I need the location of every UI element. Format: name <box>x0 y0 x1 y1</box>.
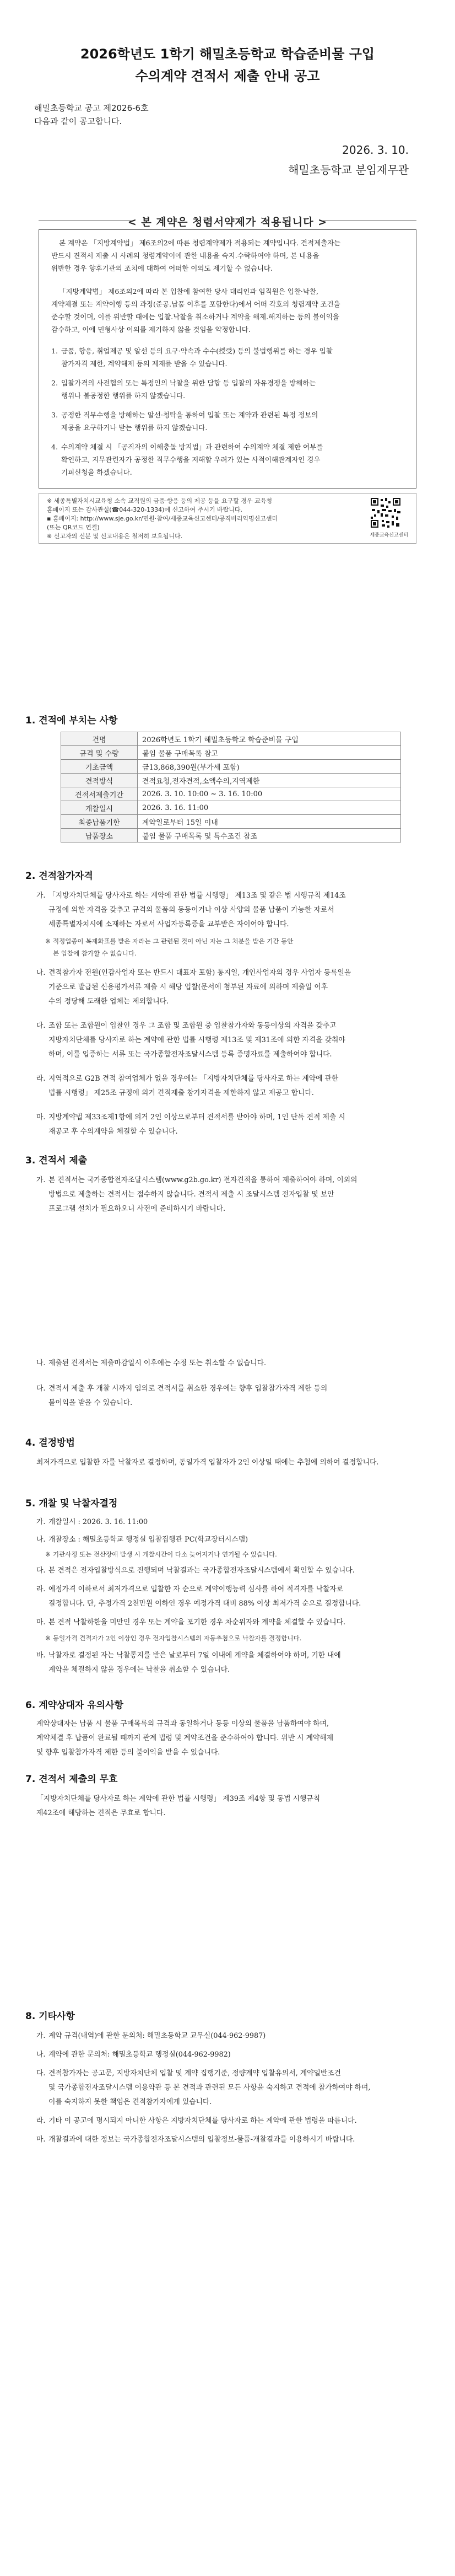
s2-item-ga <box>36 889 346 932</box>
s3-da-l1: 견적서 제출 후 개찰 시까지 임의로 견적서를 취소한 경우에는 향후 입찰참가자격 제한 등의 <box>48 1384 328 1393</box>
ethics-item-2-l2: 행위나 불공정한 행위를 하지 않겠습니다. <box>61 391 186 400</box>
s4-l1: 최저가격으로 입찰한 자를 낙찰자로 결정하며, 동일가격 입찰자가 2인 이상일 때에는 추첨에 의하여 결정합니다. <box>36 1458 379 1467</box>
s8-item-ma <box>36 2133 355 2147</box>
section-3-title: 3. 견적서 제출 <box>25 1155 88 1166</box>
s8-item-da <box>36 2067 371 2110</box>
section-1-title: 1. 견적에 부치는 사항 <box>25 715 118 726</box>
s5-marker-ra: 라. <box>36 1585 46 1593</box>
ethics-title: < 본 계약은 청렴서약제가 적용됩니다 > <box>127 216 328 228</box>
table-row <box>61 801 401 815</box>
s5-item-ra <box>36 1582 361 1611</box>
ethics-num-1: 1. <box>51 347 58 355</box>
s5-ra-l1: 예정가격 이하로서 최저가격으로 입찰한 자 순으로 계약이행능력 심사를 하여 적격자를 낙찰자로 <box>48 1585 344 1593</box>
s8-marker-ra: 라. <box>36 2117 46 2125</box>
table-value: 2026. 3. 10. 10:00 ~ 3. 16. 10:00 <box>138 787 401 801</box>
s3-na-l1: 제출된 견적서는 제출마감일시 이후에는 수정 또는 취소할 수 없습니다. <box>48 1359 267 1367</box>
s2-ma-l1: 지방계약법 제33조제1항에 의거 2인 이상으로부터 견적서를 받아야 하며, 1인 단독 견적 제출 시 <box>48 1113 345 1121</box>
ethics-p1-l1: 본 계약은 「지방계약법」 제6조의2에 따른 청렴계약제가 적용되는 계약입니다. 견적제출자는 <box>59 239 341 247</box>
s5-item-ma <box>36 1616 346 1630</box>
ethics-p1-l2: 반드시 견적서 제출 시 사례의 청렴계약이에 관한 내용을 숙지․수락하여야 하며, 본 내용을 <box>51 251 319 260</box>
section-5-title: 5. 개찰 및 낙찰자결정 <box>25 1498 118 1509</box>
ethics-num-3: 3. <box>51 411 58 419</box>
s6-l2: 계약체결 후 납품이 완료될 때까지 관계 법령 및 계약조건을 준수하여야 합니다. 위반 시 계약해제 <box>36 1734 334 1742</box>
s6-l3: 및 향후 입찰참가자격 제한 등의 불이익을 받을 수 있습니다. <box>36 1748 220 1757</box>
table-key: 납품장소 <box>61 829 138 842</box>
s2-ga-note-l1: 적정업종이 복제화표를 받은 자라는 그 관련된 것이 아닌 자는 그 처분을 받은 기간 동안 <box>53 937 294 945</box>
notice-number: 해밀초등학교 공고 제2026-6호 <box>34 103 149 113</box>
s2-ga-l1: 「지방자치단체를 당사자로 하는 계약에 관한 법률 시행령」 제13조 및 같은 법 시행규칙 제14조 <box>48 892 346 900</box>
table-value: 붙임 물품 구매목록 참고 <box>138 746 401 760</box>
table-row <box>61 746 401 760</box>
report-line-2: 홈페이지 또는 감사관실(☎044-320-1334)에 신고하여 주시기 바랍니다. <box>47 506 242 513</box>
s5-note-ma <box>45 1632 302 1644</box>
s8-ga-l1: 계약 규격(내역)에 관한 문의처: 해밀초등학교 교무실(044-962-9987) <box>48 2032 266 2040</box>
report-line-1: ※ 세종특별자치시교육청 소속 교직원의 금품·향응 등의 제공 등을 요구할 경우 교육청 <box>47 497 272 505</box>
s8-item-ra <box>36 2114 357 2128</box>
s3-marker-na: 나. <box>36 1359 46 1367</box>
table-value: 금13,868,390원(부가세 포함) <box>138 760 401 774</box>
table-key: 규격 및 수량 <box>61 746 138 760</box>
ethics-item-4-l2: 확인하고, 지무관련자가 공정한 직무수행을 저해할 우려가 있는 사적이해관계자인 경우 <box>61 455 321 464</box>
s2-marker-ma: 마. <box>36 1113 46 1121</box>
ethics-item-1-l1: 금품, 향응, 취업제공 및 알선 등의 요구·약속과 수수(授受) 등의 불법행위를 하는 경우 입찰 <box>61 347 333 355</box>
s2-ga-l2: 규정에 의한 자격을 갖추고 규격의 물품의 동등이거나 이상 사양의 물품 납품이 가능한 자로서 <box>48 906 334 914</box>
s2-ga-note-l2: 본 입찰에 참가할 수 없습니다. <box>53 949 137 957</box>
s7-l1: 「지방자치단체를 당사자로 하는 계약에 관한 법률 시행령」 제39조 제4항 및 동법 시행규칙 <box>36 1795 321 1803</box>
ethics-box <box>39 229 416 489</box>
s8-na-l1: 계약에 관한 문의처: 해밀초등학교 행정실(044-962-9982) <box>48 2051 231 2059</box>
ethics-item-3-l1: 공정한 직무수행을 방해하는 알선·청탁을 통하여 입찰 또는 계약과 관련된 특정 정보의 <box>61 411 318 419</box>
ethics-num-2: 2. <box>51 379 58 387</box>
table-value: 계약일로부터 15일 이내 <box>138 815 401 829</box>
report-line-3[interactable]: ▪ 홈페이지: http://www.sje.go.kr/민원·참여/세종교육신고센터/공직비리익명신고센터 <box>47 515 278 522</box>
s5-marker-da: 다. <box>36 1566 46 1575</box>
ethics-item-4-l3: 기피신청을 하겠습니다. <box>61 468 132 476</box>
s8-ra-l1: 기타 이 공고에 명시되지 아니한 사항은 지방자치단체를 당사자로 하는 계약에 관한 법령을 따릅니다. <box>48 2117 357 2125</box>
s2-da-l2: 지방자치단체를 당사자로 하는 계약에 관한 법률 시행령 제13조 및 제31조에 의한 자격을 갖춰야 <box>48 1036 345 1044</box>
s2-item-na <box>36 966 351 1009</box>
s3-da-l2: 불이익을 받을 수 있습니다. <box>48 1399 133 1407</box>
s2-ma-l2: 재공고 후 수의계약을 체결할 수 있습니다. <box>48 1128 178 1136</box>
s3-marker-da: 다. <box>36 1384 46 1393</box>
s3-ga-l2: 방법으로 제출하는 견적서는 접수하지 않습니다. 견적서 제출 시 조달시스템 전자입찰 및 보안 <box>48 1190 334 1199</box>
table-row <box>61 815 401 829</box>
s2-item-ma <box>36 1110 345 1139</box>
s8-item-na <box>36 2048 231 2062</box>
s8-marker-na: 나. <box>36 2051 46 2059</box>
info-table <box>61 732 401 842</box>
table-value: 붙임 물품 구매목록 및 특수조건 참조 <box>138 829 401 842</box>
s7-l2: 제42조에 해당하는 견적은 무효로 합니다. <box>36 1809 166 1817</box>
s8-marker-ga: 가. <box>36 2032 46 2040</box>
s2-note-marker: ※ <box>45 937 51 945</box>
s6-text <box>36 1717 333 1760</box>
table-row <box>61 732 401 746</box>
notice-intro: 다음과 같이 공고합니다. <box>34 116 122 126</box>
section-4-title: 4. 결정방법 <box>25 1437 75 1448</box>
table-row <box>61 787 401 801</box>
table-key: 견적서제출기간 <box>61 787 138 801</box>
ethics-p1-l3: 위반한 경우 향후기관의 조치에 대하여 어떠한 이의도 제기할 수 없습니다. <box>51 264 273 272</box>
ethics-p2-l2: 계약체결 또는 계약이행 등의 과정(준공․납품 이후를 포함한다)에서 어떠 각호의 청렴계약 조건을 <box>51 300 340 308</box>
s5-na-l1: 개찰장소 : 해밀초등학교 행정실 입찰집행관 PC(학교장터시스템) <box>48 1536 248 1544</box>
s5-ga-l1: 개찰일시 : 2026. 3. 16. 11:00 <box>48 1518 148 1526</box>
s2-ra-l1: 지역적으로 G2B 견적 참여업체가 없을 경우에는 「지방자치단체를 당사자로 하는 계약에 관한 <box>48 1075 339 1083</box>
s2-na-l3: 수의 정당해 도래한 업체는 제외합니다. <box>48 997 169 1006</box>
ethics-item-1-l2: 참가자격 제한, 계약해제 등의 제재를 받을 수 있습니다. <box>61 359 228 368</box>
ethics-num-4: 4. <box>51 443 58 451</box>
s6-l1: 계약상대자는 납품 시 물품 구매목록의 규격과 동일하거나 동등 이상의 물품을 납품하여야 하며, <box>36 1720 329 1728</box>
qr-code-icon[interactable] <box>370 497 402 529</box>
s2-marker-da: 다. <box>36 1022 46 1030</box>
s2-marker-ra: 라. <box>36 1075 46 1083</box>
s2-note-ga <box>45 935 294 959</box>
s3-ga-l3: 프로그램 설치가 필요하오니 사전에 준비하시기 바랍니다. <box>48 1205 226 1213</box>
section-6-title: 6. 계약상대자 유의사항 <box>25 1700 123 1711</box>
s5-marker-ga: 가. <box>36 1518 46 1526</box>
s5-ba-l2: 계약을 체결하지 않을 경우에는 낙찰을 취소할 수 있습니다. <box>48 1666 230 1674</box>
s2-marker-ga: 가. <box>36 892 46 900</box>
s8-item-ga <box>36 2029 266 2043</box>
title-line-2: 수의계약 견적서 제출 안내 공고 <box>135 68 320 84</box>
qr-label: 세종교육신고센터 <box>370 533 408 538</box>
s8-marker-da: 다. <box>36 2069 46 2078</box>
table-key: 최종납품기한 <box>61 815 138 829</box>
notice-date: 2026. 3. 10. <box>342 143 409 157</box>
report-box <box>39 493 416 544</box>
ethics-item-2-l1: 입찰가격의 사전협의 또는 특정인의 낙찰을 위한 담합 등 입찰의 자유경쟁을 방해하는 <box>61 379 316 387</box>
s3-item-na <box>36 1356 267 1371</box>
s5-note-marker-ma: ※ <box>45 1634 51 1642</box>
ethics-p2-l4: 감수하고, 이에 민형사상 이의를 제기하지 않을 것임을 약정합니다. <box>51 325 251 334</box>
table-row <box>61 829 401 842</box>
s5-ma-l1: 본 견적 낙찰하한율 미만인 경우 또는 계약을 포기한 경우 차순위자와 계약을 체결할 수 있습니다. <box>48 1618 346 1627</box>
section-8-title: 8. 기타사항 <box>25 2011 75 2022</box>
s5-item-da <box>36 1564 355 1578</box>
s5-item-ba <box>36 1649 341 1677</box>
s8-da-l2: 및 국가종합전자조달시스템 이용약관 등 본 견적과 관련된 모든 사항을 숙지하고 견적에 참가하여야 하며, <box>48 2084 371 2092</box>
s5-na-note-l1: 기관사정 또는 전산장애 발생 시 개찰시간이 다소 늦어지거나 연기될 수 있습니다. <box>53 1550 277 1558</box>
s2-ga-l3: 세종특별자치시에 소재하는 자로서 사업자등록증을 교부받은 자이어야 합니다. <box>48 920 289 929</box>
s8-ma-l1: 개찰결과에 대한 정보는 국가종합전자조달시스템의 입찰정보-물품-개찰결과를 이용하시기 바랍니다. <box>48 2135 355 2144</box>
s2-da-l3: 하며, 이를 입증하는 서류 또는 국가종합전자조달시스템 등록 증명자료를 제출하여야 합니다. <box>48 1050 332 1059</box>
table-value: 견적요청,전자견적,소액수의,지역제한 <box>138 774 401 787</box>
table-row <box>61 774 401 787</box>
s8-da-l3: 이를 숙지하지 못한 책임은 견적참가자에게 있습니다. <box>48 2098 212 2106</box>
s4-text <box>36 1456 378 1470</box>
table-value: 2026. 3. 16. 11:00 <box>138 801 401 815</box>
s5-marker-na: 나. <box>36 1536 46 1544</box>
section-2-title: 2. 견적참가자격 <box>25 871 93 882</box>
s3-marker-ga: 가. <box>36 1176 46 1184</box>
s5-marker-ma: 마. <box>36 1618 46 1627</box>
s2-na-l2: 기준으로 발급된 신용평가서류 제출 시 해당 입찰(문서에 첨부된 자료에 의하며 제출일 이후 <box>48 983 328 991</box>
s5-note-na <box>45 1548 277 1560</box>
s8-marker-ma: 마. <box>36 2135 46 2144</box>
report-line-5: ※ 신고자의 신분 및 신고내용은 철저히 보호됩니다. <box>47 533 183 540</box>
table-key: 건명 <box>61 732 138 746</box>
ethics-p2-l1: 「지방계약법」 제6조의2에 따라 본 입찰에 참여한 당사 대리인과 임직원은 입찰·낙찰, <box>59 287 319 296</box>
ethics-p2-l3: 준수할 것이며, 이를 위반할 때에는 입찰․낙찰을 취소하거나 계약을 해제․해지하는 등의 불이익을 <box>51 313 339 321</box>
s5-item-na <box>36 1533 248 1547</box>
s5-ma-note-l1: 동일가격 견적자가 2인 이상인 경우 전자입찰시스템의 자동추첨으로 낙찰자를 결정합니다. <box>53 1634 302 1642</box>
table-key: 기초금액 <box>61 760 138 774</box>
title-line-1: 2026학년도 1학기 해밀초등학교 학습준비물 구입 <box>80 46 375 62</box>
s2-ra-l2: 법률 시행령」 제25조 규정에 의거 견적제출 참가자격을 제한하지 않고 재공고 합니다. <box>48 1089 314 1097</box>
s5-item-ga <box>36 1515 148 1530</box>
s7-text <box>36 1792 320 1821</box>
s5-da-l1: 본 견적은 전자입찰방식으로 진행되며 낙찰결과는 국가종합전자조달시스템에서 확인할 수 있습니다. <box>48 1566 355 1575</box>
s5-ba-l1: 낙찰자로 결정된 자는 낙찰통지를 받은 날로부터 7일 이내에 계약을 체결하여야 하며, 기한 내에 <box>48 1651 341 1660</box>
issuer: 해밀초등학교 분임재무관 <box>288 163 409 176</box>
section-7-title: 7. 견적서 제출의 무효 <box>25 1774 118 1785</box>
s5-note-marker-na: ※ <box>45 1550 51 1558</box>
s2-marker-na: 나. <box>36 969 46 977</box>
s8-da-l1: 견적참가자는 공고문, 지방자치단체 입찰 및 계약 집행기준, 정량계약 입찰유의서, 계약일반조건 <box>48 2069 341 2078</box>
ethics-item-4-l1: 수의계약 체결 시 「공직자의 이해충돌 방지법」과 관련하여 수의계약 체결 제한 여부를 <box>61 443 323 451</box>
table-key: 견적방식 <box>61 774 138 787</box>
s5-marker-ba: 바. <box>36 1651 46 1660</box>
s2-item-da <box>36 1019 345 1062</box>
s3-item-da <box>36 1382 328 1410</box>
s2-da-l1: 조합 또는 조합원이 입찰인 경우 그 조합 및 조합원 중 입찰참가자와 동등이상의 자격을 갖추고 <box>48 1022 337 1030</box>
s2-na-l1: 견적참가자 전원(인감사업자 또는 반드시 대표자 포함) 통지일, 개인사업자의 경우 사업자 등록일을 <box>48 969 351 977</box>
s2-item-ra <box>36 1072 339 1101</box>
report-line-4: (또는 QR코드 연결) <box>47 524 100 531</box>
ethics-item-3-l2: 제공을 요구하거나 받는 행위를 하지 않겠습니다. <box>61 423 208 432</box>
table-key: 개찰일시 <box>61 801 138 815</box>
table-value: 2026학년도 1학기 해밀초등학교 학습준비물 구입 <box>138 732 401 746</box>
s5-ra-l2: 결정합니다. 단, 추정가격 2천만원 이하인 경우 예정가격 대비 88% 이상 최저가격 순으로 결정합니다. <box>48 1600 361 1608</box>
s3-ga-l1: 본 견적서는 국가종합전자조달시스템(www.g2b.go.kr) 전자견적을 통하여 제출하여야 하며, 이외의 <box>48 1176 358 1184</box>
s3-item-ga <box>36 1173 358 1216</box>
table-row <box>61 760 401 774</box>
